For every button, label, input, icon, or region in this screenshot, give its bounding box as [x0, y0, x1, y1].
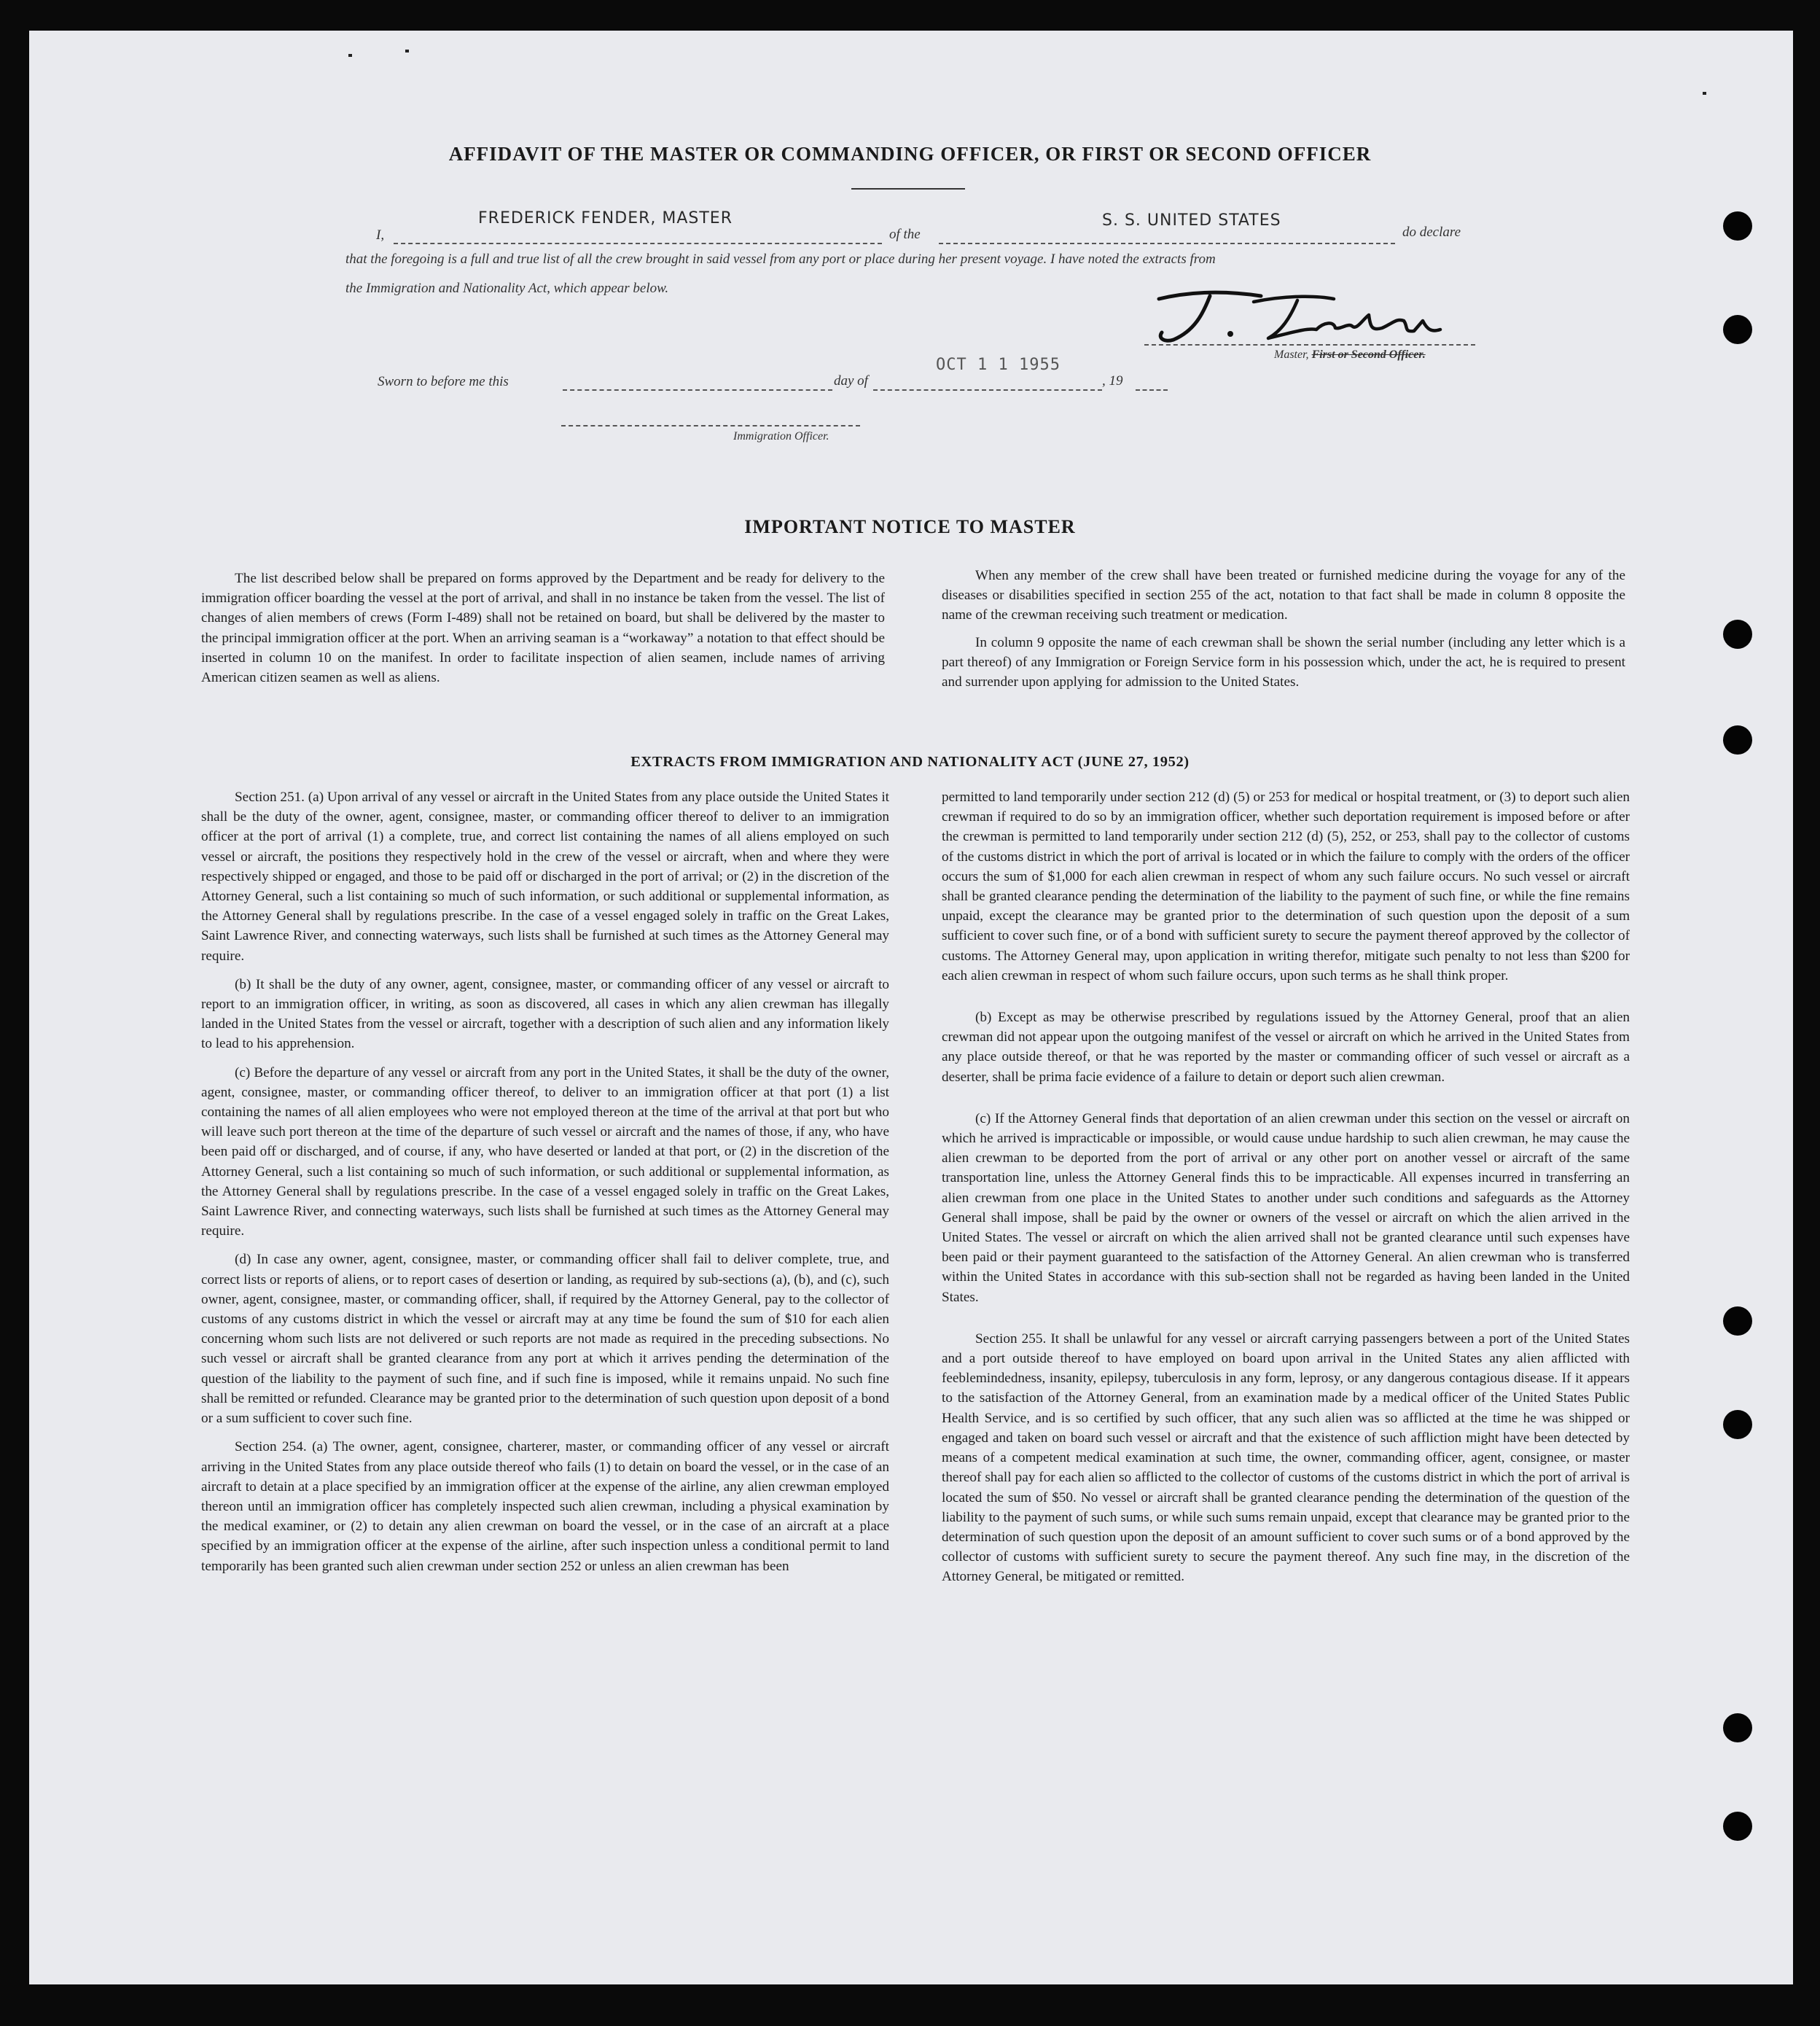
notice-left-column	[201, 569, 885, 695]
notice-right-column	[942, 566, 1625, 699]
vessel-line	[939, 243, 1395, 244]
declaration-line-2: the Immigration and Nationality Act, which appear below.	[345, 281, 669, 296]
title-rule	[851, 188, 965, 190]
date-stamp: OCT 1 1 1955	[936, 356, 1061, 374]
i-label: I,	[376, 227, 385, 243]
paragraph: (b) It shall be the duty of any owner, agent, consignee, master, or commanding officer of any vessel or aircraft to report to an immigration officer, in writing, as soon as discovered, all cases in which any alien crewman has illegally landed in the United States from the vessel or aircraft, together with a description of such alien and any information likely to lead to his apprehension.	[201, 976, 889, 1052]
paragraph: (b) Except as may be otherwise prescribed by regulations issued by the Attorney General, proof that an alien crewman did not appear upon the outgoing manifest of the vessel or aircraft on which he arrived in the United States from any place outside thereof, or that he was reported by the master or commanding officer of such vessel or aircraft as a deserter, shall be prima facie evidence of a failure to detain or deport such alien crewman.	[942, 1010, 1630, 1085]
punch-hole	[1723, 1812, 1752, 1841]
struck-officer-caption: First or Second Officer.	[1311, 348, 1426, 361]
paragraph: (d) In case any owner, agent, consignee, master, or commanding officer shall fail to deliver complete, true, and correct lists or reports of aliens, or to report cases of desertion or landing, as required by sub-sections (a), (b), and (c), such owner, agent, consignee, master, or commanding officer, shall, if required by the Attorney General, pay to the collector of customs of any customs district in which the vessel or aircraft may at any time be found the sum of $10 for each alien concerning whom such lists are not delivered or such reports are not made as required in the preceding subsections. No such vessel or aircraft shall be granted clearance from any port at which it arrives pending the determination of the question of the liability to the payment of such fine, and if such fine is imposed, while it remains unpaid. No such fine shall be remitted or refunded. Clearance may be granted prior to the determination of such question upon deposit of a bond or a sum sufficient to cover such fine.	[201, 1252, 889, 1427]
scan-speck	[405, 50, 409, 52]
vessel-name-value: S. S. UNITED STATES	[1102, 211, 1281, 230]
paragraph: Section 251. (a) Upon arrival of any vessel or aircraft in the United States from any place outside the United States it shall be the duty of the owner, agent, consignee, master, or commanding officer thereof to deliver to an immigration officer at the port of arrival (1) a complete, true, and correct list containing the names of all aliens employed on such vessel or aircraft, the positions they respectively hold in the crew of the vessel or aircraft, when and where they were respectively shipped or engaged, and those to be paid off or discharged in the port of arrival; or (2) in the discretion of the Attorney General, such a list containing so much of such information, or such additional or supplemental information, as the Attorney General shall by regulations prescribe. In the case of a vessel engaged solely in traffic on the Great Lakes, Saint Lawrence River, and connecting waterways, such lists shall be furnished at such times as the Attorney General may require.	[201, 790, 889, 964]
punch-hole	[1723, 315, 1752, 344]
affidavit-title: AFFIDAVIT OF THE MASTER OR COMMANDING OFFICER, OR FIRST OR SECOND OFFICER	[448, 143, 1372, 165]
sworn-label: Sworn to before me this	[378, 374, 509, 389]
extracts-left-column	[201, 787, 889, 1585]
paragraph: (c) Before the departure of any vessel or aircraft from any port in the United States, it shall be the duty of the owner, agent, consignee, master, or commanding officer thereof, to deliver to an immigration officer at that port (1) a list containing the names of all alien employees who were not employed thereon at the time of the arrival at that port but who will leave such port thereon at the time of the departure of such vessel or aircraft and the names of those, if any, who have been paid off or discharged, and of course, if any, who have deserted or landed at that port, or (2) in the discretion of the Attorney General, such a list containing so much of such information, or such additional or supplemental information, as the Attorney General shall by regulations prescribe. In the case of a vessel engaged solely in traffic on the Great Lakes, Saint Lawrence River, and connecting waterways, such lists shall be furnished at such times as the Attorney General may require.	[201, 1064, 889, 1239]
do-declare-label: do declare	[1402, 225, 1461, 240]
name-line	[394, 243, 882, 244]
paragraph: Section 255. It shall be unlawful for any vessel or aircraft carrying passengers between a port of the United States and a port outside thereof to have employed on board upon arrival in the United States any alien afflicted with feeblemindedness, insanity, epilepsy, tuberculosis in any form, leprosy, or any dangerous contagious disease. If it appears to the satisfaction of the Attorney General, from an examination made by a medical officer of the United States Public Health Service, and is so certified by such officer, that any such alien was so afflicted at the time he was shipped or engaged and taken on board such vessel or aircraft and that the existence of such affliction might have been detected by means of a competent medical examination at such time, the owner, commanding officer, agent, consignee, or master thereof shall pay for each alien so afflicted to the collector of customs of the customs district in which the port of arrival is located the sum of $50. No vessel or aircraft shall be granted clearance pending the determination of the question of the liability to the payment of such sums, or while such sums remain unpaid, except that clearance may be granted prior to the determination of such question upon the deposit of an amount sufficient to cover such sums or of a bond approved by the collector of customs with sufficient surety to secure the payment thereof. Any such fine may, in the discretion of the Attorney General, be mitigated or remitted.	[942, 1330, 1630, 1585]
punch-hole	[1723, 620, 1752, 649]
paragraph: (c) If the Attorney General finds that deportation of an alien crewman under this section on the vessel or aircraft on which he arrived is impracticable or impossible, or would cause undue hardship to such alien crewman, he may cause the alien crewman to be deported from the port of arrival or any other port on another vessel or aircraft of the same transportation line, unless the Attorney General finds this to be impracticable. All expenses incurred in transferring an alien crewman from one place in the United States to another under such conditions and safeguards as the Attorney General shall impose, shall be paid by the owner or owners of the vessel or aircraft on which the alien arrived in the United States. The vessel or aircraft on which the alien arrived shall not be granted clearance until such expenses have been paid or their payment guaranteed to the satisfaction of the Attorney General. An alien crewman who is transferred within the United States in accordance with this sub-section shall not be regarded as having been landed in the United States.	[942, 1110, 1630, 1305]
of-the-label: of the	[889, 227, 921, 242]
paragraph: In column 9 opposite the name of each crewman shall be shown the serial number (including any letter which is a part thereof) of any Immigration or Foreign Service form in his possession which, under the act, he is required to present and surrender upon applying for admission to the United States.	[942, 634, 1625, 690]
master-signature	[1152, 286, 1458, 351]
declaration-line-1: that the foregoing is a full and true list of all the crew brought in said vessel from any port or place during her present voyage. I have noted the extracts from	[345, 252, 1216, 267]
scan-speck	[1703, 92, 1706, 95]
year-line	[1136, 389, 1168, 391]
immigration-officer-line	[561, 425, 860, 426]
scan-speck	[348, 54, 352, 57]
punch-hole	[1723, 725, 1752, 755]
punch-hole	[1723, 1410, 1752, 1439]
notice-title: IMPORTANT NOTICE TO MASTER	[744, 516, 1076, 537]
paragraph: Section 254. (a) The owner, agent, consignee, charterer, master, or commanding officer of any vessel or aircraft arriving in the United States from any place outside thereof who fails (1) to detain on board the vessel, or in the case of an aircraft to detain at a place specified by an immigration officer at the expense of the airline, any alien crewman employed thereon until an immigration officer has completely inspected such alien crewman, including a physical examination by the medical examiner, or (2) to detain any alien crewman on board the vessel, or in the case of an aircraft at a place specified by an immigration officer at the expense of the airline, after such inspection unless a conditional permit to land temporarily has been granted such alien crewman under section 252 or unless an alien crewman has been	[201, 1439, 889, 1574]
month-line	[873, 389, 1102, 391]
paragraph: When any member of the crew shall have been treated or furnished medicine during the voyage for any of the diseases or disabilities specified in section 255 of the act, notation to that fact shall be made in column 8 opposite the name of the crewman receiving such treatment or medication.	[942, 568, 1625, 623]
punch-hole	[1723, 1306, 1752, 1336]
paragraph: permitted to land temporarily under section 212 (d) (5) or 253 for medical or hospital treatment, or (3) to deport such alien crewman if required to do so by an immigration officer, whether such deportation requirement is imposed before or after the crewman is permitted to land temporarily under section 212 (d) (5), 252, or 253, shall pay to the collector of customs of the customs district in which the port of arrival is located or in which the failure to comply with the orders of the officer occurs the sum of $1,000 for each alien crewman in respect of whom any such failure occurs. No such vessel or aircraft shall be granted clearance pending the determination of the liability to the payment of such fine, or while the fine remains unpaid, except the clearance may be granted prior to the determination of such question upon the deposit of a sum sufficient to cover such fine, or of a bond with sufficient surety to secure the payment thereof approved by the collector of customs. The Attorney General may, upon application in writing therefor, mitigate such penalty to not less than $200 for each alien crewman in respect of whom such failure occurs, upon such terms as he shall think proper.	[942, 790, 1630, 983]
punch-hole	[1723, 211, 1752, 241]
master-caption: Master,	[1274, 348, 1309, 361]
master-name-value: FREDERICK FENDER, MASTER	[478, 209, 733, 227]
sworn-day-line	[563, 389, 832, 391]
signature-caption	[1274, 348, 1426, 362]
year-label: , 19	[1102, 373, 1123, 389]
signature-line	[1144, 344, 1475, 346]
extracts-right-column	[942, 787, 1630, 1609]
day-of-label: day of	[834, 373, 868, 389]
extracts-title: EXTRACTS FROM IMMIGRATION AND NATIONALITY ACT (JUNE 27, 1952)	[630, 754, 1190, 770]
paragraph: The list described below shall be prepared on forms approved by the Department and be ready for delivery to the immigration officer boarding the vessel at the port of arrival, and shall in no instance be taken from the vessel. The list of changes of alien members of crews (Form I-489) shall not be retained on board, but shall be delivered by the master to the principal immigration officer at the port. When an arriving seaman is a “workaway” a notation to that effect should be inserted in column 10 on the manifest. In order to facilitate inspection of alien seamen, include names of arriving American citizen seamen as well as aliens.	[201, 571, 885, 686]
punch-hole	[1723, 1713, 1752, 1742]
immigration-officer-label: Immigration Officer.	[733, 430, 829, 443]
